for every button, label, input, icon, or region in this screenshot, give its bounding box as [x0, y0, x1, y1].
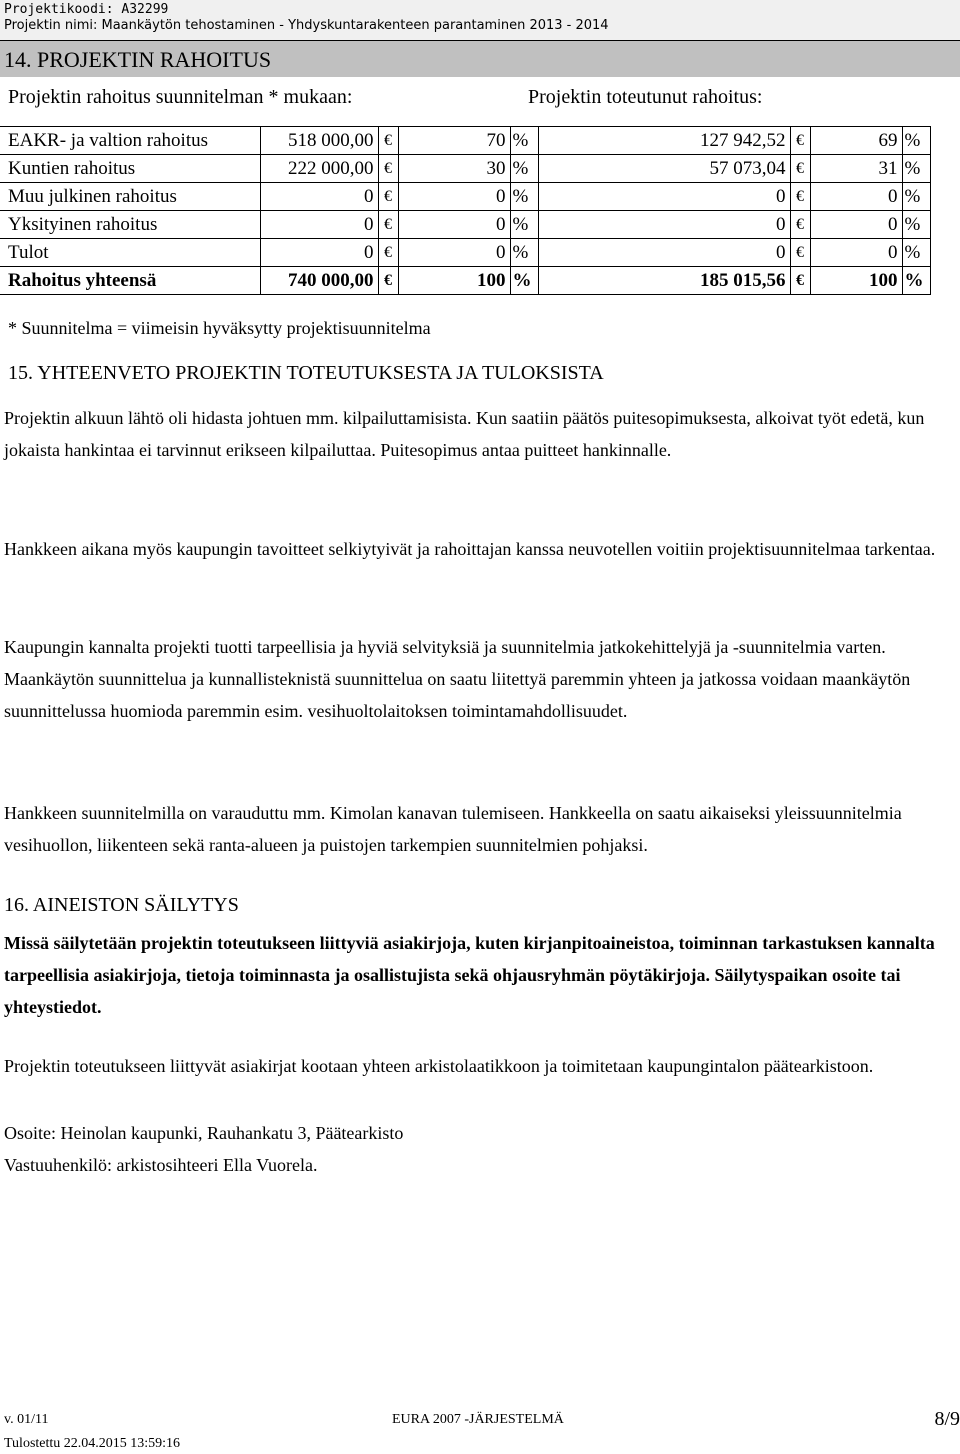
funding-table — [0, 126, 931, 295]
section-14-title: 14. PROJEKTIN RAHOITUS — [4, 47, 272, 72]
footer-version: v. 01/11 — [4, 1412, 49, 1427]
planned-amount: 222 000,00 — [260, 155, 378, 183]
section-16-title: 16. AINEISTON SÄILYTYS — [4, 894, 239, 916]
funding-source-label: Yksityinen rahoitus — [0, 211, 260, 239]
summary-paragraph-1: Projektin alkuun lähtö oli hidasta johtuen mm. kilpailuttamisista. Kun saatiin päätös puitesopimuksesta, alkoivat työt edetä, kun jokaista hankintaa ei tarvinnut erikseen kilpailuttaa. Puitesopimus antaa puitteet hankinnalle. — [4, 408, 925, 460]
actual-percent: 0 — [810, 239, 902, 267]
actual-amount: 57 073,04 — [538, 155, 790, 183]
funding-source-label: Tulot — [0, 239, 260, 267]
euro-sign: € — [378, 267, 398, 295]
funding-source-label: Muu julkinen rahoitus — [0, 183, 260, 211]
percent-sign: % — [902, 267, 930, 295]
actual-amount: 0 — [538, 183, 790, 211]
actual-percent: 31 — [810, 155, 902, 183]
footer-page-number: 8/9 — [934, 1408, 960, 1430]
actual-amount: 185 015,56 — [538, 267, 790, 295]
percent-sign: % — [902, 183, 930, 211]
planned-amount: 0 — [260, 239, 378, 267]
funding-row — [0, 183, 930, 211]
euro-sign: € — [790, 211, 810, 239]
funding-source-label: Rahoitus yhteensä — [0, 267, 260, 295]
planned-funding-label: Projektin rahoitus suunnitelman * mukaan: — [8, 86, 353, 108]
percent-sign: % — [902, 211, 930, 239]
euro-sign: € — [378, 155, 398, 183]
planned-percent: 0 — [398, 183, 510, 211]
euro-sign: € — [378, 183, 398, 211]
storage-question: Missä säilytetään projektin toteutukseen liittyviä asiakirjoja, kuten kirjanpitoaineistoa, toiminnan tarkastuksen kannalta tarpeellisia asiakirjoja, tietoja toiminnasta ja osallistujista sekä ohjausryhmän pöytäkirjoja. Säilytyspaikan osoite tai yhteystiedot. — [4, 933, 935, 1017]
document-header — [0, 0, 960, 41]
euro-sign: € — [378, 127, 398, 155]
summary-paragraph-4: Hankkeen suunnitelmilla on varauduttu mm. Kimolan kanavan tulemiseen. Hankkeella on saatu aikaiseksi yleissuunnitelmia vesihuollon, liikenteen sekä ranta-alueen ja puistojen tarkempien suunnitelmien pohjaksi. — [4, 803, 902, 855]
percent-sign: % — [510, 239, 538, 267]
section-15-title: 15. YHTEENVETO PROJEKTIN TOTEUTUKSESTA JA TULOKSISTA — [8, 362, 604, 384]
project-name: Projektin nimi: Maankäytön tehostaminen - Yhdyskuntarakenteen parantaminen 2013 - 2014 — [4, 18, 609, 33]
planned-percent: 30 — [398, 155, 510, 183]
percent-sign: % — [510, 155, 538, 183]
funding-source-label: EAKR- ja valtion rahoitus — [0, 127, 260, 155]
euro-sign: € — [378, 239, 398, 267]
planned-percent: 0 — [398, 239, 510, 267]
storage-answer: Projektin toteutukseen liittyvät asiakirjat kootaan yhteen arkistolaatikkoon ja toimitetaan kaupungintalon päätearkistoon. — [4, 1056, 874, 1076]
actual-amount: 127 942,52 — [538, 127, 790, 155]
actual-funding-label: Projektin toteutunut rahoitus: — [528, 86, 763, 108]
actual-percent: 0 — [810, 183, 902, 211]
funding-row — [0, 239, 930, 267]
percent-sign: % — [510, 183, 538, 211]
percent-sign: % — [902, 239, 930, 267]
planned-amount: 0 — [260, 211, 378, 239]
storage-contact: Vastuuhenkilö: arkistosihteeri Ella Vuorela. — [4, 1155, 318, 1175]
funding-row — [0, 155, 930, 183]
planned-percent: 0 — [398, 211, 510, 239]
funding-row — [0, 211, 930, 239]
planned-percent: 70 — [398, 127, 510, 155]
funding-footnote: * Suunnitelma = viimeisin hyväksytty projektisuunnitelma — [8, 318, 431, 338]
percent-sign: % — [902, 155, 930, 183]
euro-sign: € — [790, 155, 810, 183]
percent-sign: % — [510, 267, 538, 295]
funding-total-row — [0, 267, 930, 295]
actual-percent: 0 — [810, 211, 902, 239]
euro-sign: € — [378, 211, 398, 239]
funding-row — [0, 127, 930, 155]
euro-sign: € — [790, 127, 810, 155]
actual-percent: 69 — [810, 127, 902, 155]
actual-amount: 0 — [538, 239, 790, 267]
percent-sign: % — [902, 127, 930, 155]
euro-sign: € — [790, 267, 810, 295]
planned-amount: 518 000,00 — [260, 127, 378, 155]
summary-paragraph-3: Kaupungin kannalta projekti tuotti tarpeellisia ja hyviä selvityksiä ja suunnitelmia jatkokehittelyjä ja -suunnitelmia varten. Maankäytön suunnittelua ja kunnallisteknistä suunnittelua on saatu liitettyä paremmin yhteen ja jatkossa voidaan maankäytön suunnittelussa huomioda paremmin esim. vesihuoltolaitoksen toimintamahdollisuudet. — [4, 637, 911, 721]
euro-sign: € — [790, 183, 810, 211]
percent-sign: % — [510, 127, 538, 155]
funding-source-label: Kuntien rahoitus — [0, 155, 260, 183]
planned-amount: 740 000,00 — [260, 267, 378, 295]
planned-amount: 0 — [260, 183, 378, 211]
footer-printed: Tulostettu 22.04.2015 13:59:16 — [4, 1436, 181, 1451]
footer-system: EURA 2007 -JÄRJESTELMÄ — [392, 1412, 564, 1427]
euro-sign: € — [790, 239, 810, 267]
actual-amount: 0 — [538, 211, 790, 239]
planned-percent: 100 — [398, 267, 510, 295]
project-code: Projektikoodi: A32299 — [4, 2, 169, 17]
percent-sign: % — [510, 211, 538, 239]
storage-address: Osoite: Heinolan kaupunki, Rauhankatu 3, Päätearkisto — [4, 1123, 404, 1143]
actual-percent: 100 — [810, 267, 902, 295]
summary-paragraph-2: Hankkeen aikana myös kaupungin tavoitteet selkiytyivät ja rahoittajan kanssa neuvotellen voitiin projektisuunnitelmaa tarkentaa. — [4, 539, 936, 559]
